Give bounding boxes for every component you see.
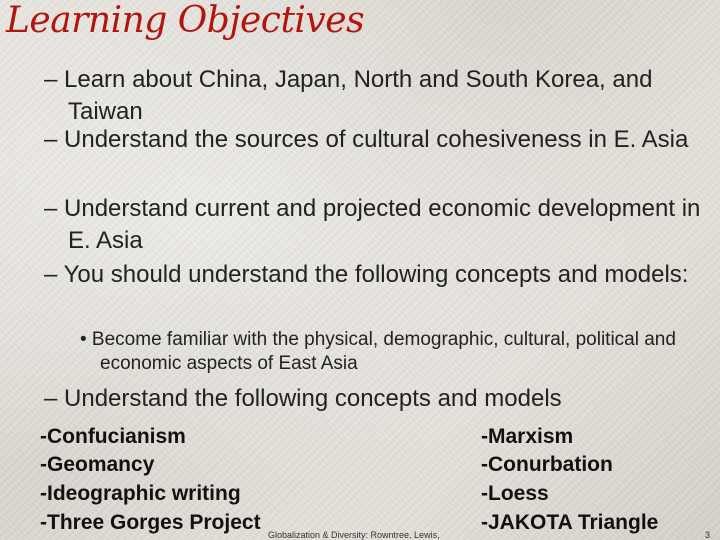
concept-left-4: -Three Gorges Project	[40, 511, 261, 534]
objective-2: – Understand the sources of cultural cohesiveness in E. Asia	[44, 126, 689, 153]
concept-right-2: -Conurbation	[481, 453, 613, 476]
concept-left-1: -Confucianism	[40, 425, 186, 448]
slide-footer: Globalization & Diversity: Rowntree, Lewis,	[268, 530, 440, 540]
objective-5: – Understand the following concepts and models	[44, 385, 562, 412]
objective-4: – You should understand the following concepts and models:	[44, 261, 689, 288]
sub-objective: • Become familiar with the physical, demographic, cultural, political and economic aspects of East Asia	[80, 329, 676, 374]
concept-left-3: -Ideographic writing	[40, 482, 241, 505]
slide-title: Learning Objectives	[6, 0, 365, 41]
concept-right-3: -Loess	[481, 482, 549, 505]
concept-right-4: -JAKOTA Triangle	[481, 511, 659, 534]
page-number: 3	[704, 530, 710, 540]
objective-3: – Understand current and projected economic development in E. Asia	[44, 195, 701, 254]
concept-right-1: -Marxism	[481, 425, 574, 448]
concept-left-2: -Geomancy	[40, 453, 155, 476]
objective-1: – Learn about China, Japan, North and South Korea, and Taiwan	[44, 66, 653, 125]
